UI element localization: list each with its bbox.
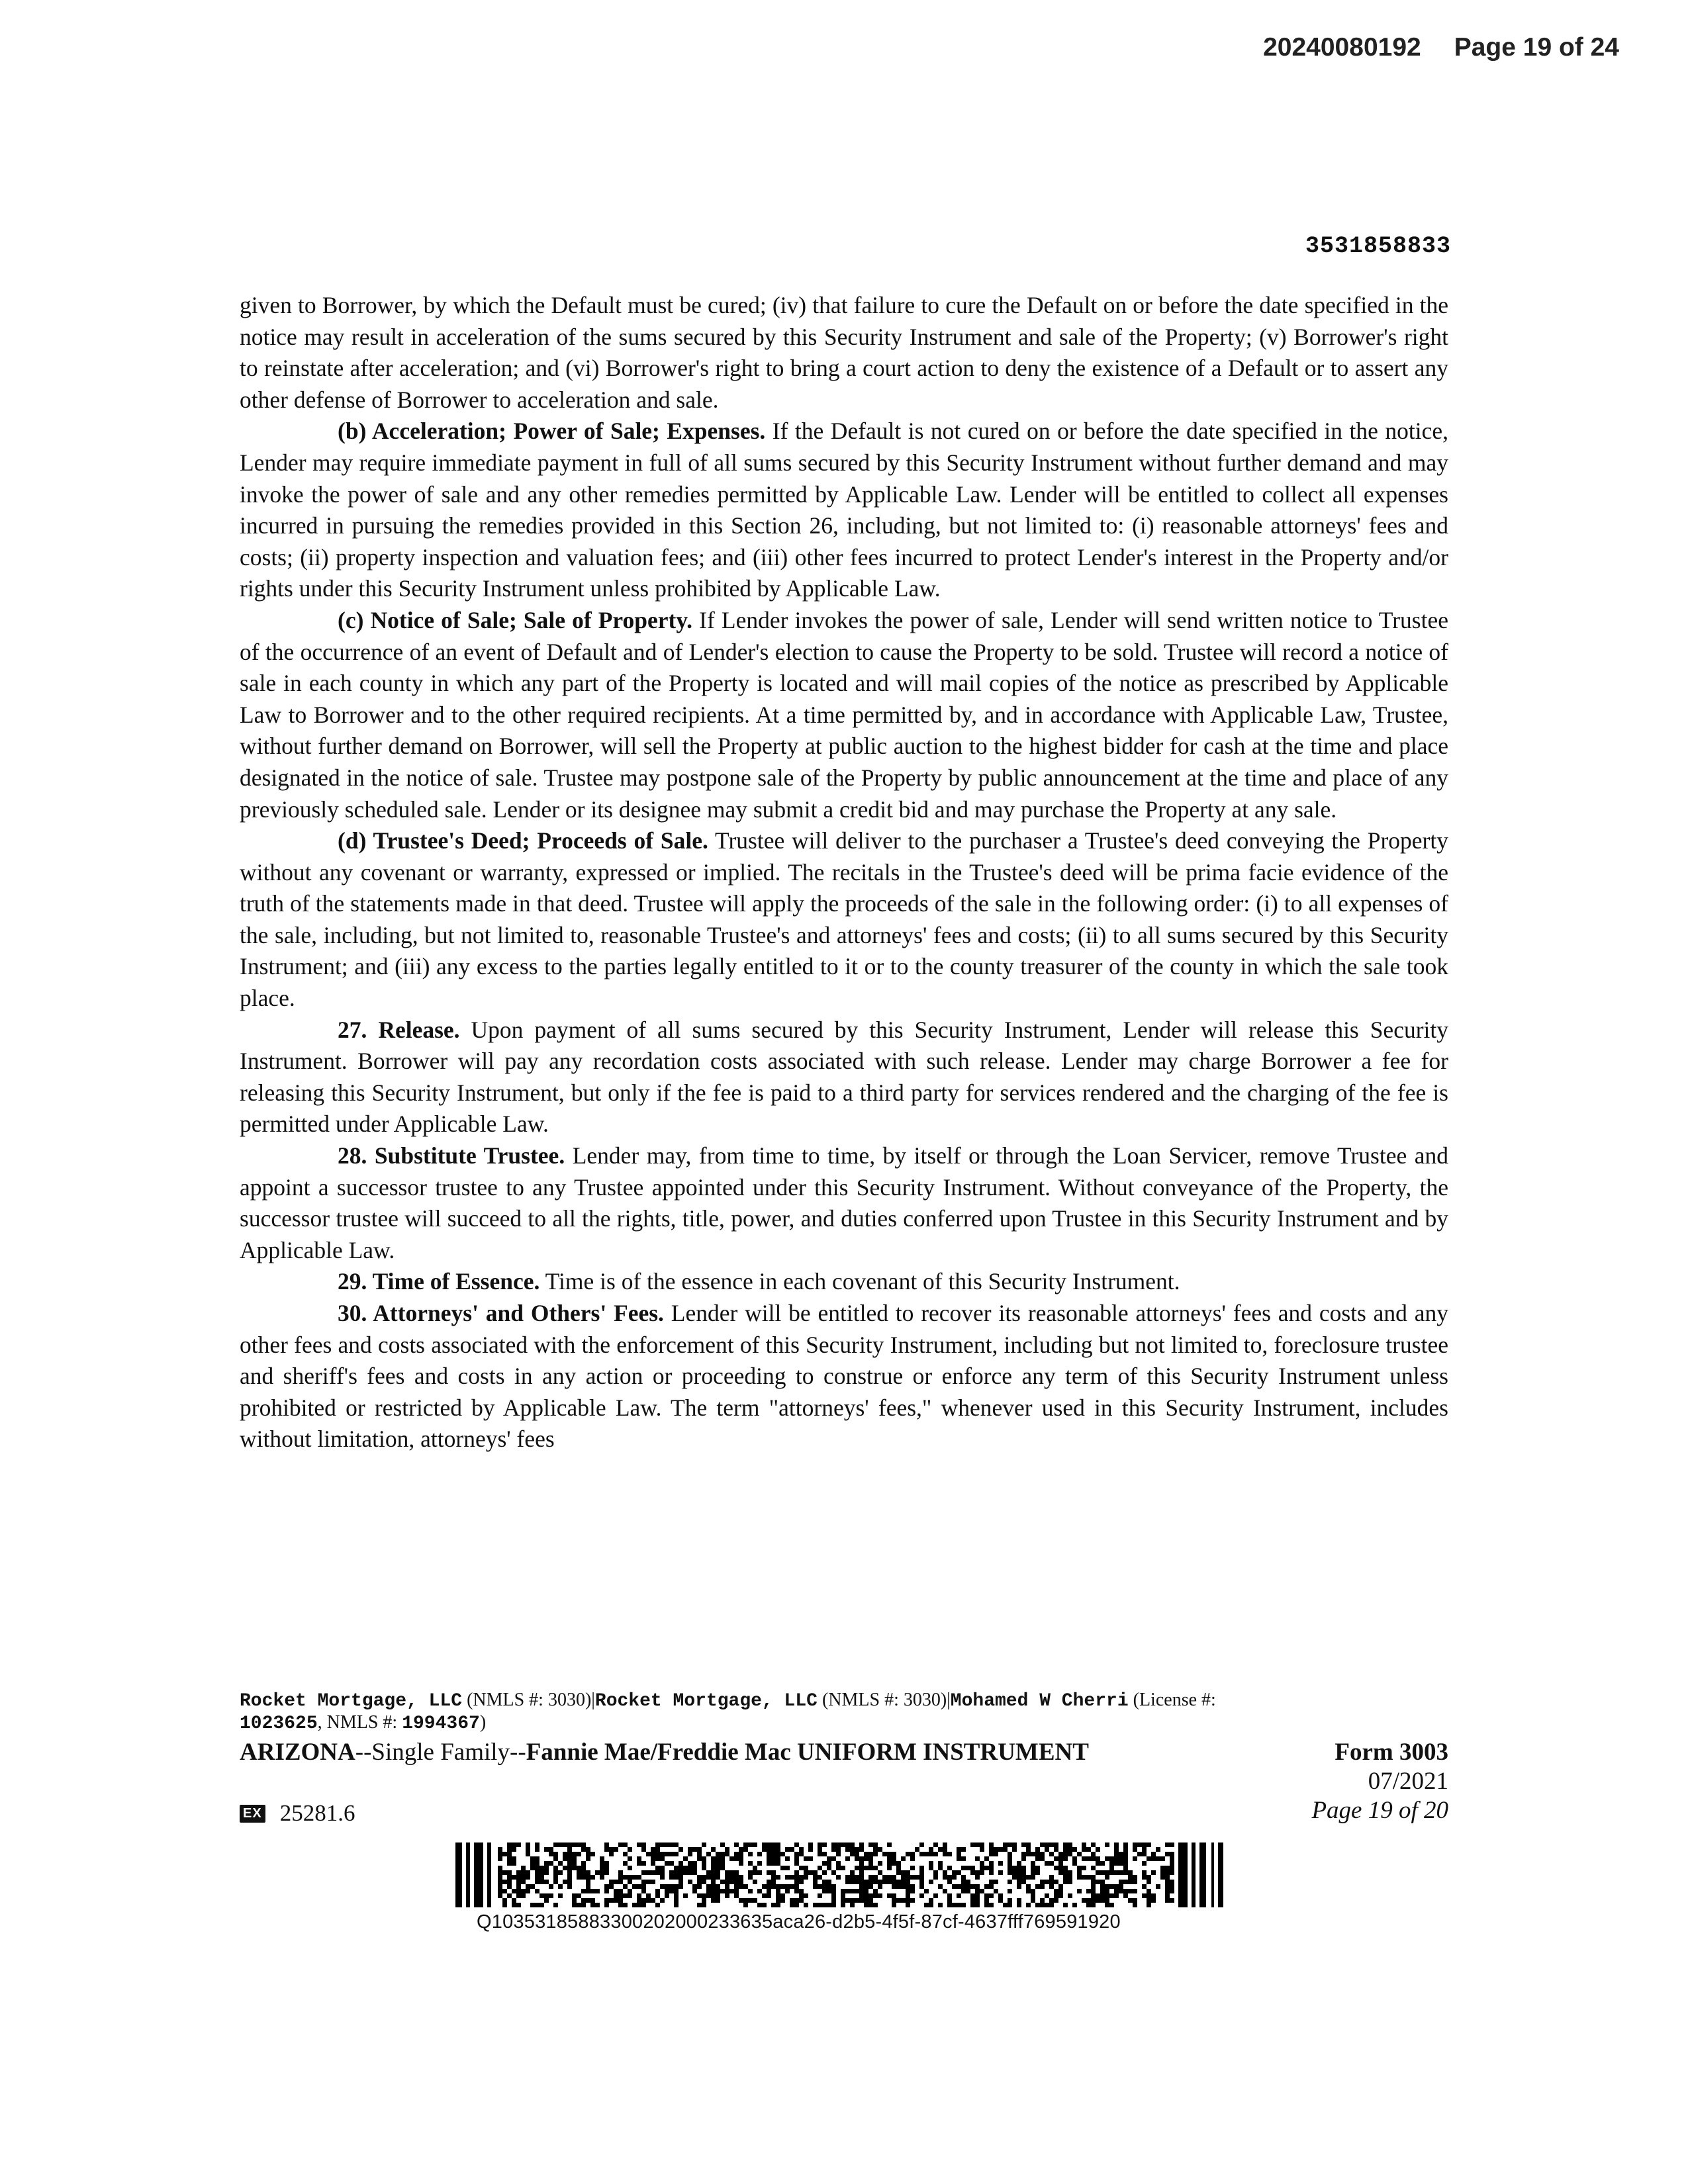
paragraph-c-text: If Lender invokes the power of sale, Lender will send written notice to Trustee of the occurrence of an event of Default and of Lender's election to cause the Property to be sold. Trustee will record a notice of sale in each county in which any part of the Property is located and will mail copies of the notice as prescribed by Applicable Law to Borrower and to the other required recipients. At a time permitted by, and in accordance with Applicable Law, Trustee, without further demand on Borrower, will sell the Property at public auction to the highest bidder for cash at the time and place designated in the notice of sale. Trustee may postpone sale of the Property by public announcement at the time and place of any previously scheduled sale. Lender or its designee may submit a credit bid and may purchase the Property at any sale. — [240, 606, 1448, 823]
section-29-text: Time is of the essence in each covenant of this Security Instrument. — [539, 1268, 1180, 1295]
recording-number: 20240080192 — [1263, 33, 1421, 62]
form-page-number: Page 19 of 20 — [1311, 1797, 1448, 1824]
document-code: 25281.6 — [279, 1800, 355, 1826]
paragraph-b-title: (b) Acceleration; Power of Sale; Expenses. — [338, 418, 766, 445]
lender-name-2: Rocket Mortgage, LLC — [594, 1691, 818, 1711]
section-29-title: 29. Time of Essence. — [338, 1268, 540, 1295]
lender-name-1: Rocket Mortgage, LLC — [240, 1691, 463, 1711]
barcode — [455, 1843, 1227, 1907]
paragraph-b — [240, 416, 1448, 605]
section-28-title: 28. Substitute Trustee. — [338, 1142, 565, 1169]
section-27-text: Upon payment of all sums secured by this Security Instrument, Lender will release this Security Instrument. Borrower will pay any recordation costs associated with such release. Lender may charge Borrower a fee for releasing this Security Instrument, but only if the fee is paid to a third party for services rendered and the charging of the fee is permitted under Applicable Law. — [240, 1016, 1448, 1138]
ex-badge-icon: EX — [240, 1805, 265, 1823]
paragraph-c-title: (c) Notice of Sale; Sale of Property. — [338, 606, 693, 633]
form-type: --Single Family-- — [355, 1739, 526, 1766]
paragraph-b-text: If the Default is not cured on or before the date specified in the notice, Lender may require immediate payment in full of all sums secured by this Security Instrument without further demand and may invoke the power of sale and any other remedies permitted by Applicable Law. Lender will be entitled to collect all expenses incurred in pursuing the remedies provided in this Section 26, including, but not limited to: (i) reasonable attorneys' fees and costs; (ii) property inspection and valuation fees; and (iii) other fees incurred to protect Lender's interest in the Property and/or rights under this Security Instrument unless prohibited by Applicable Law. — [240, 418, 1448, 602]
loan-originator-name: Mohamed W Cherri — [950, 1691, 1129, 1711]
form-title — [240, 1738, 1089, 1766]
section-30-title: 30. Attorneys' and Others' Fees. — [338, 1300, 664, 1326]
recording-page-label: Page 19 of 24 — [1454, 33, 1619, 62]
section-30 — [240, 1298, 1448, 1455]
form-number: Form 3003 — [1335, 1739, 1448, 1766]
section-30-text: Lender will be entitled to recover its reasonable attorneys' fees and costs and any other fees and costs associated with the enforcement of this Security Instrument, including but not limited to, foreclosure trustee and sheriff's fees and costs in any action or proceeding to construe or enforce any term of this Security Instrument unless prohibited or restricted by Applicable Law. The term "attorneys' fees," whenever used in this Security Instrument, includes without limitation, attorneys' fees — [240, 1300, 1448, 1453]
section-27 — [240, 1015, 1448, 1140]
form-info — [1311, 1738, 1448, 1825]
recording-stamp — [1263, 33, 1619, 62]
paragraph-continued: given to Borrower, by which the Default must be cured; (iv) that failure to cure the Default on or before the date specified in the notice may result in acceleration of the sums secured by this Security Instrument and sale of the Property; (v) Borrower's right to reinstate after acceleration; and (vi) Borrower's right to bring a court action to deny the existence of a Default or to assert any other defense of Borrower to acceleration and sale. — [240, 292, 1448, 413]
form-date: 07/2021 — [1368, 1768, 1448, 1795]
lender-nmls-1: (NMLS #: 3030)| — [462, 1690, 595, 1710]
form-state: ARIZONA — [240, 1739, 355, 1766]
paragraph-c — [240, 605, 1448, 825]
loan-number: 3531858833 — [1305, 233, 1451, 259]
document-id — [240, 1800, 355, 1827]
barcode-caption: Q10353185883300202000233635aca26-d2b5-4f5f-87cf-4637fff769591920 — [477, 1911, 1121, 1933]
section-29 — [240, 1266, 1448, 1298]
section-27-title: 27. Release. — [338, 1016, 460, 1043]
paragraph-d-title: (d) Trustee's Deed; Proceeds of Sale. — [338, 827, 708, 854]
section-28-text: Lender may, from time to time, by itself or through the Loan Servicer, remove Trustee and appoint a successor trustee to any Trustee appointed under this Security Instrument. Without conveyance of the Property, the successor trustee will succeed to all the rights, title, power, and duties conferred upon Trustee in this Security Instrument and by Applicable Law. — [240, 1142, 1448, 1263]
close-paren: ) — [479, 1712, 487, 1733]
license-number: 1023625 — [240, 1713, 318, 1734]
section-28 — [240, 1140, 1448, 1266]
form-name: Fannie Mae/Freddie Mac UNIFORM INSTRUMENT — [526, 1739, 1089, 1766]
lender-nmls-2: (NMLS #: 3030)| — [817, 1690, 951, 1710]
document-body — [240, 290, 1448, 1455]
paragraph-d — [240, 825, 1448, 1015]
footer-lender-info — [240, 1690, 1451, 1735]
originator-nmls-number: 1994367 — [402, 1713, 480, 1734]
originator-nmls-label: , NMLS #: — [317, 1712, 402, 1733]
license-label: (License #: — [1128, 1690, 1216, 1710]
paragraph-d-text: Trustee will deliver to the purchaser a Trustee's deed conveying the Property without any covenant or warranty, expressed or implied. The recitals in the Trustee's deed will be prima facie evidence of the truth of the statements made in that deed. Trustee will apply the proceeds of the sale in the following order: (i) to all expenses of the sale, including, but not limited to, reasonable Trustee's and attorneys' fees and costs; (ii) to all sums secured by this Security Instrument; and (iii) any excess to the parties legally entitled to it or to the county treasurer of the county in which the sale took place. — [240, 827, 1448, 1012]
